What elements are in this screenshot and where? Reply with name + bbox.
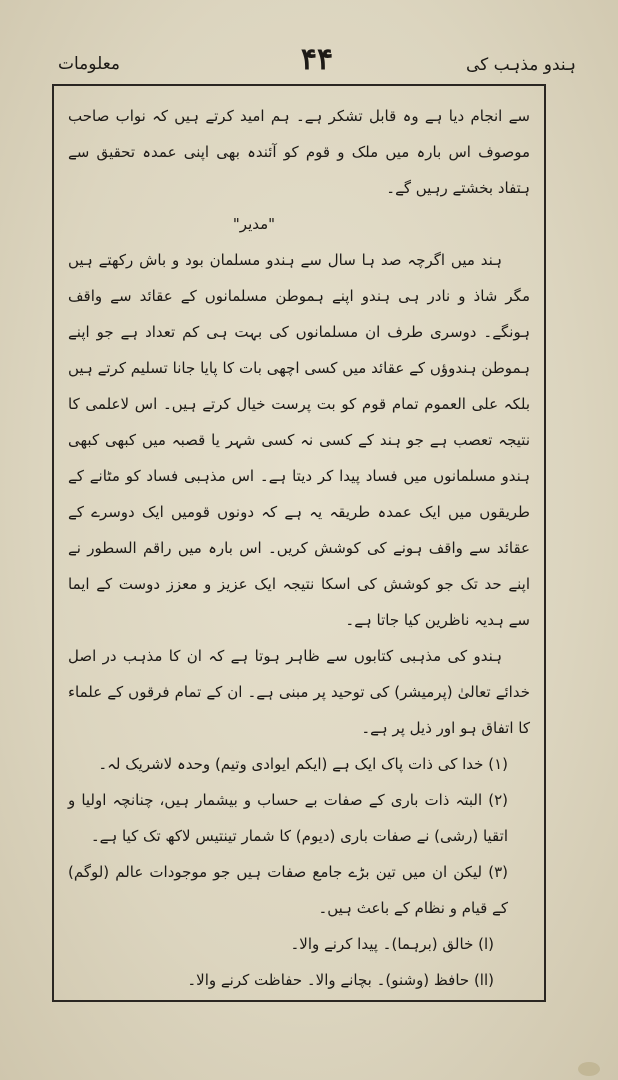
running-head xyxy=(58,42,576,90)
running-head-section: معلومات xyxy=(58,54,121,74)
paragraph-main: ہند میں اگرچہ صد ہا سال سے ہندو مسلمان بود و باش رکھتے ہیں مگر شاذ و نادر ہی ہندو اپنے ہموطن مسلمانوں کے عقائد سے واقف ہونگے۔ دوسری طرف ان مسلمانوں کی بہت ہی کم تعداد ہے جو اپنے ہموطن ہندوؤں کے عقائد میں کسی اچھی بات کا پایا جانا تسلیم کرتے ہیں بلکہ علی العموم تمام قوم کو بت پرست خیال کرتے ہیں۔ اس لاعلمی کا نتیجہ تعصب ہے جو ہند کے کسی نہ کسی شہر یا قصبہ میں کبھی کبھی ہندو مسلمانوں میں فساد پیدا کر دیتا ہے۔ اس مذہبی فساد کو مٹانے کے طریقوں میں ایک عمدہ طریقہ یہ ہے کہ دونوں قومیں ایک دوسرے کے عقائد سے واقف ہونے کی کوشش کریں۔ اس بارہ میں راقم السطور نے اپنے حد تک جو کوشش کی اسکا نتیجہ ایک عزیز و معزز دوست کے ایما سے ہدیہ ناظرین کیا جاتا ہے۔ xyxy=(68,251,530,629)
list-item-3: (۳) لیکن ان میں تین بڑے جامع صفات ہیں جو موجودات عالم (لوگم) کے قیام و نظام کے باعث ہیں۔ xyxy=(68,863,508,917)
sub-item-2: (اا) حافظ (وشنو)۔ بچانے والا۔ حفاظت کرنے والا۔ xyxy=(187,971,494,989)
page-number: ۴۴ xyxy=(300,42,334,77)
running-head-title: ہندو مذہب کی xyxy=(466,55,576,75)
list-item-1: (۱) خدا کی ذات پاک ایک ہے (ایکم ایوادی وتیم) وحدہ لاشریک لہ۔ xyxy=(98,755,508,773)
list-item-2: (۲) البتہ ذات باری کے صفات بے حساب و بیشمار ہیں، چنانچہ اولیا و اتقیا (رشی) نے صفات باری (دیوم) کا شمار تینتیس لاکھ تک کیا ہے۔ xyxy=(68,791,508,845)
body-text xyxy=(68,98,530,998)
sub-item-1: (ا) خالق (برہما)۔ پیدا کرنے والا۔ xyxy=(290,935,494,953)
editor-signature: "مدیر" xyxy=(232,215,276,233)
paragraph-intro: سے انجام دیا ہے وہ قابل تشکر ہے۔ ہم امید کرتے ہیں کہ نواب صاحب موصوف اس بارہ میں ملک و قوم کو آئندہ بھی اپنی عمدہ تحقیق سے ہتفاد بخشتے رہیں گے۔ xyxy=(68,107,530,197)
text-frame xyxy=(52,84,546,1002)
paper-stain xyxy=(578,1062,600,1076)
paragraph-scriptures: ہندو کی مذہبی کتابوں سے ظاہر ہوتا ہے کہ ان کا مذہب در اصل خدائے تعالیٰ (پرمیشر) کی توحید پر مبنی ہے۔ ان کے تمام فرقوں کے علماء کا اتفاق ہو اور ذیل پر ہے۔ xyxy=(68,647,530,737)
